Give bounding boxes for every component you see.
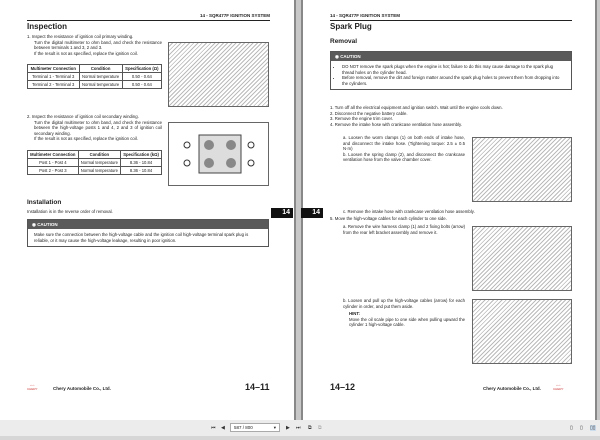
table-row: [28, 73, 162, 81]
table-row: [28, 159, 162, 167]
step-text: b. Loosen and pull up the high-voltage cables (arrow) for each cylinder in order, and put them aside.: [343, 298, 465, 309]
harness-clamp-figure: [472, 226, 572, 291]
page-header: 14 - SQR477F IGNITION SYSTEM: [330, 13, 572, 21]
caution-label: CAUTION: [340, 53, 361, 59]
step-text: Turn the digital multimeter to ohm band, and check the resistance between the high-voltage posts 1 and 4, 2 and 3 of ignition coil secondary winding.: [34, 119, 162, 136]
caution-box: [27, 219, 269, 247]
td: 0.50 - 0.64: [122, 73, 161, 81]
td: Normal temperature: [78, 167, 120, 175]
chery-logo: ⌓⌓ CHERY: [27, 383, 38, 391]
table-row: [28, 81, 162, 89]
th: Specification (kΩ): [121, 151, 162, 159]
hint-label: HINT:: [349, 311, 360, 317]
table-row: [28, 167, 162, 175]
step-text: 3. Remove the engine trim cover.: [330, 116, 394, 122]
chapter-tab: 14: [301, 208, 323, 218]
eye-icon: ◉: [335, 53, 341, 59]
chapter-tab: 14: [271, 208, 293, 218]
td: Post 1 - Post 4: [28, 159, 79, 167]
resistance-table-primary: [27, 64, 162, 89]
next-page-icon[interactable]: ▶: [286, 425, 290, 431]
eye-icon: ◉: [32, 221, 38, 227]
right-page: [301, 0, 597, 420]
step-text: Turn the digital multimeter to ohm band, and check the resistance between terminals 1 and 3, 2 and 3.: [34, 39, 162, 51]
prev-page-icon[interactable]: ◀: [221, 425, 225, 431]
installation-text: Installation is in the reverse order of removal.: [27, 209, 113, 214]
td: Normal temperature: [78, 159, 120, 167]
td: 0.50 - 0.64: [122, 81, 161, 89]
caution-box: [330, 51, 572, 90]
th: Specification (Ω): [122, 65, 161, 73]
dropdown-icon[interactable]: ▾: [273, 425, 276, 430]
section-title: Spark Plug: [330, 22, 372, 31]
resistance-table-secondary: [27, 150, 162, 175]
step-text: b. Loosen the spring clamp (2), and disconnect the crankcase ventilation hose from the valve chamber cover.: [343, 151, 465, 163]
caution-item: • DO NOT remove the spark plugs when the engine is hot; failure to do this may cause damage to the spark plug thread holes on the cylinder head.: [342, 64, 565, 75]
page-number: 14–12: [330, 382, 356, 392]
step-text: a. Remove the wire harness clamp (1) and 2 fixing bolts (arrow) from the rear left bracket assembly and remove it.: [343, 224, 465, 235]
step-text: If the result is not as specified, replace the ignition coil.: [34, 50, 138, 56]
subsection-title: Removal: [330, 38, 358, 45]
company-name: Chery Automobile Co., Ltd.: [483, 386, 541, 391]
installation-title: Installation: [27, 199, 62, 206]
high-voltage-cables-figure: [472, 299, 572, 364]
th: Multimeter Connection: [28, 151, 79, 159]
coil-posts-diagram: [169, 123, 268, 185]
intake-hose-figure: [472, 137, 572, 202]
td: 8.36 - 10.84: [121, 159, 162, 167]
caution-item: • Before removal, remove the dirt and foreign matter around the spark plug holes to prevent them from dropping into the cylinders.: [342, 75, 565, 86]
caution-label: CAUTION: [37, 221, 58, 227]
page-header: 14 - SQR477F IGNITION SYSTEM: [27, 13, 270, 21]
page-number-input[interactable]: [230, 423, 280, 432]
th: Multimeter Connection: [28, 65, 80, 73]
page-value: 587 / 800: [234, 425, 253, 430]
step-text: a. Loosen the worm clamps (1) on both ends of intake hose, and disconnect the intake hose. (Tightening torque: 2.5 ± 0.5 N·m): [343, 135, 465, 152]
th: Condition: [79, 65, 122, 73]
left-page: [0, 0, 296, 420]
page-number: 14–11: [245, 382, 270, 392]
continuous-view-icon[interactable]: ▯: [580, 425, 583, 431]
hint-text: Move the oil scale pipe to one side when pulling upward the cylinder 1 high-voltage cable.: [349, 316, 465, 328]
td: Normal temperature: [79, 73, 122, 81]
pdf-toolbar: [0, 420, 600, 436]
two-page-view-icon[interactable]: ▯▯: [590, 425, 596, 431]
go-back-icon[interactable]: ⧉: [308, 425, 312, 431]
step-text: 1. Inspect the resistance of ignition coil primary winding.: [27, 34, 134, 39]
td: 8.36 - 10.84: [121, 167, 162, 175]
caution-item: Make sure the connection between the high-voltage cable and the ignition coil high-voltage terminal spark plug is reliable, or it may cause the high-voltage leakage, resulting in poor ignition.: [34, 232, 249, 243]
go-forward-icon[interactable]: ⧉: [318, 425, 322, 431]
company-name: Chery Automobile Co., Ltd.: [53, 386, 111, 391]
step-text: 1. Turn off all the electrical equipment and ignition switch. Wait until the engine cools down.: [330, 105, 503, 110]
td: Post 2 - Post 3: [28, 167, 79, 175]
step-text: 4. Remove the intake hose with crankcase ventilation hose assembly.: [330, 121, 462, 127]
first-page-icon[interactable]: ⏮: [211, 425, 216, 431]
step-text: 2. Inspect the resistance of ignition coil secondary winding.: [27, 114, 139, 119]
section-title: Inspection: [27, 22, 68, 31]
chery-logo: ⌓⌓ CHERY: [553, 383, 564, 391]
single-page-view-icon[interactable]: ▯: [570, 425, 573, 431]
step-text: c. Remove the intake hose with crankcase ventilation hose assembly.: [343, 209, 475, 214]
ignition-coil-figure: [168, 42, 269, 107]
step-text: 2. Disconnect the negative battery cable.: [330, 110, 408, 116]
td: Normal temperature: [79, 81, 122, 89]
td: Terminal 2 - Terminal 3: [28, 81, 80, 89]
td: Terminal 1 - Terminal 3: [28, 73, 80, 81]
coil-posts-figure: [168, 122, 269, 186]
last-page-icon[interactable]: ⏭: [296, 425, 301, 431]
horizontal-scrollbar[interactable]: [0, 436, 600, 440]
step-text: 5. Move the high-voltage cables for each cylinder to one side.: [330, 216, 447, 221]
th: Condition: [78, 151, 120, 159]
step-text: If the result is not as specified, replace the ignition coil.: [34, 136, 138, 142]
